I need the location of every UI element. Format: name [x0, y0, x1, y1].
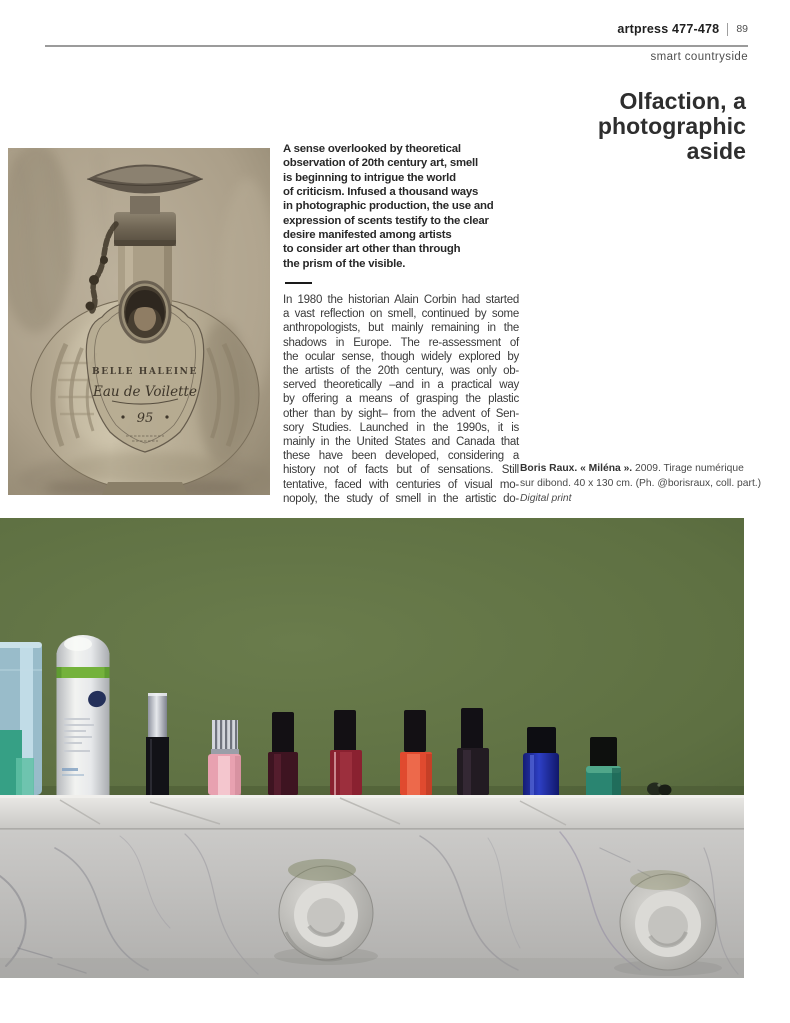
- body-text-line: tentative, faced with centuries of visual mo-: [283, 478, 519, 491]
- body-text-line: nopoly, the study of smell in the artistic do-: [283, 492, 519, 505]
- body-text-line: the ocular sense, though widely explored by: [283, 350, 519, 363]
- bottle-base: [102, 482, 188, 495]
- portrait-medallion: [120, 282, 170, 342]
- article-title: Olfaction, a photographic aside: [597, 88, 746, 164]
- body-text-line: history not of facts but of sensations. Still: [283, 464, 519, 477]
- intro-paragraph: A sense overlooked by theoretical observation of 20th century art, smell is beginning to intrigue the world of criticism. Infused a thousand ways in photographic production, the use and expression of scents testify to the clear desire manifested among artists to consider art other than through the prism of the visible.: [283, 143, 494, 270]
- bottle-polish-teal: [586, 737, 621, 799]
- body-text-line: the artists of the 20th century, was only ob-: [283, 365, 519, 378]
- perfume-bottle-art: [8, 148, 270, 495]
- section-divider-bar: [285, 282, 312, 284]
- section-label: smart countryside: [650, 51, 748, 63]
- stopper-stem: [130, 196, 160, 214]
- body-text-line: served theoretically –and in a practical way: [283, 379, 519, 392]
- milena-artwork-photo: [0, 518, 744, 978]
- body-text-line: shadows in Europe. The re-assessment of: [283, 336, 519, 349]
- caption-medium: Digital print: [520, 493, 572, 504]
- label-monogram-text: 95: [136, 411, 154, 426]
- label-title-text: BELLE HALEINE: [92, 367, 198, 377]
- page-number: 89: [736, 23, 748, 35]
- body-text-line: these have been developed, considering a: [283, 450, 519, 463]
- caption-details-1: 2009. Tirage numérique: [632, 463, 744, 474]
- body-text-line: In 1980 the historian Alain Corbin had started: [283, 294, 519, 306]
- issue-title: artpress 477-478: [617, 22, 720, 36]
- figure-caption: [520, 461, 760, 506]
- bottle-polish-pink: [208, 720, 241, 795]
- label-script-text: Eau de Voilette: [93, 384, 197, 400]
- marble-ledge: [0, 795, 744, 978]
- green-band: [57, 667, 110, 678]
- article-body: [283, 293, 519, 506]
- body-text-line: by offering a means of grasping the plastic: [283, 393, 519, 406]
- body-text-line: anthropologists, but mainly remaining in the: [283, 322, 519, 335]
- green-wall: [0, 518, 744, 795]
- bottle-clear-glass: [0, 642, 42, 795]
- milena-photo-art: [0, 518, 744, 978]
- header-rule: [45, 45, 748, 47]
- header-separator: [727, 23, 728, 36]
- body-text-line: mainly in the United States and Canada that: [283, 436, 519, 449]
- bottle-polish-blue: [523, 727, 559, 799]
- bottle-deodorant-spray: [57, 635, 110, 795]
- body-text-line: sory Studies. Launched in the 1990s, it is: [283, 421, 519, 434]
- caption-artist: Boris Raux. « Miléna ».: [520, 463, 633, 474]
- body-text-line: other than by sight– from the advent of Sen-: [283, 407, 519, 420]
- perfume-bottle-photo: [8, 148, 270, 495]
- bottle-polish-burgundy: [268, 712, 298, 795]
- header-meta: [617, 22, 748, 36]
- bottle-mascara-tube: [146, 693, 169, 795]
- body-text-line: a vast reflection on smell, continued by some: [283, 308, 519, 321]
- caption-details-2: sur dibond. 40 x 130 cm. (Ph. @borisraux, coll. part.): [520, 478, 762, 489]
